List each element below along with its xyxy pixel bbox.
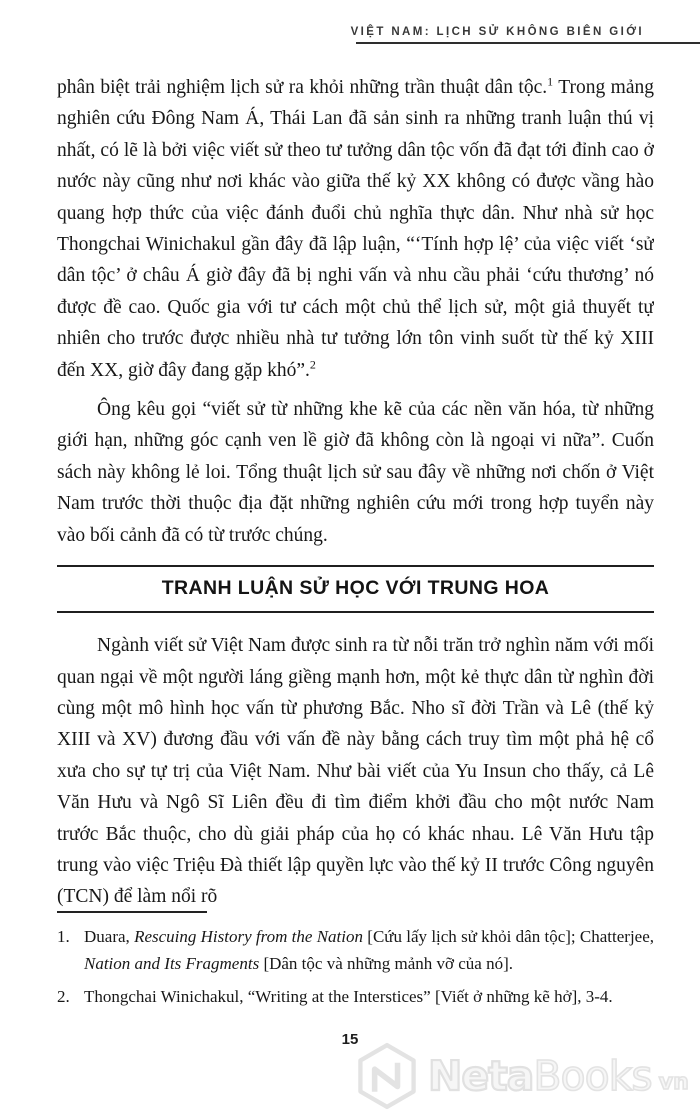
footnote-1-text — [84, 924, 654, 977]
watermark-tld: vn — [658, 1069, 689, 1095]
footnote-ref-1: 1 — [547, 74, 554, 89]
footnote-2 — [57, 984, 654, 1011]
page-number: 15 — [341, 1031, 359, 1048]
footnote-1-title-1: Rescuing History from the Nation — [134, 927, 364, 946]
footnote-1 — [57, 924, 654, 977]
netabooks-hexagon-logo-icon — [356, 1042, 418, 1110]
footnote-2-number: 2. — [57, 987, 70, 1006]
paragraph-2: Ông kêu gọi “viết sử từ những khe kẽ của các nền văn hóa, từ những giới hạn, những góc cạnh ven lề giờ đã không còn là ngoại vi nữa”. Cuốn sách này không lẻ loi. Tổng thuật lịch sử sau đây về những nơi chốn ở Việt Nam trước thời thuộc địa đặt những nghiên cứu mới trong hợp tuyển này vào bối cảnh đã có từ trước chúng. — [57, 399, 654, 546]
footnote-2-text: Thongchai Winichakul, “Writing at the Interstices” [Viết ở những kẽ hở], 3-4. — [84, 987, 613, 1006]
page-body — [57, 72, 654, 918]
section-heading-block — [57, 565, 654, 613]
watermark-brand-light: Books — [533, 1052, 652, 1100]
footnote-ref-2: 2 — [309, 357, 316, 372]
paragraph-1 — [57, 72, 654, 386]
heading-rule-bottom — [57, 611, 654, 613]
paragraph-1-text-a: phân biệt trải nghiệm lịch sử ra khỏi những trần thuật dân tộc. — [57, 77, 548, 98]
footnotes — [57, 924, 654, 1018]
footnote-1-text-a: Duara, — [84, 927, 135, 946]
netabooks-watermark — [356, 1042, 689, 1110]
footnote-1-text-b: [Cứu lấy lịch sử khỏi dân tộc]; Chatterjee, — [363, 927, 655, 946]
running-header: VIỆT NAM: LỊCH SỬ KHÔNG BIÊN GIỚI — [350, 26, 644, 38]
watermark-brand-bold: Neta — [428, 1052, 534, 1100]
footnote-1-text-c: [Dân tộc và những mảnh vỡ của nó]. — [259, 953, 513, 973]
footnote-1-title-2: Nation and Its Fragments — [84, 953, 260, 973]
footnote-separator-rule — [57, 911, 207, 913]
footnote-1-number: 1. — [57, 927, 70, 946]
section-heading: TRANH LUẬN SỬ HỌC VỚI TRUNG HOA — [161, 577, 550, 600]
header-rule — [356, 42, 700, 44]
paragraph-3: Ngành viết sử Việt Nam được sinh ra từ nỗi trăn trở nghìn năm với mối quan ngại về một người láng giềng mạnh hơn, một kẻ thực dân từ nghìn đời cùng một mô hình học vấn từ phương Bắc. Nho sĩ đời Trần và Lê (thế kỷ XIII và XV) đương đầu với vấn đề này bằng cách truy tìm một phả hệ cổ xưa cho sự tự trị của Việt Nam. Như bài viết của Yu Insun cho thấy, cả Lê Văn Hưu và Ngô Sĩ Liên đều đi tìm điểm khởi đầu cho một nước Nam trước Bắc thuộc, cho dù giải pháp của họ có khác nhau. Lê Văn Hưu tập trung vào việc Triệu Đà thiết lập quyền lực vào thế kỷ II trước Công nguyên (TCN) để làm nổi rõ — [57, 635, 654, 908]
paragraph-1-text-b: Trong mảng nghiên cứu Đông Nam Á, Thái Lan đã sản sinh ra những tranh luận thú vị nhất, có lẽ là bởi việc viết sử theo tư tưởng dân tộc vốn đã đạt tới đỉnh cao ở nước này cũng như nơi khác vào giữa thế kỷ XX không có được vầng hào quang hợp thức của việc đánh đuổi chủ nghĩa thực dân. Như nhà sử học Thongchai Winichakul gần đây đã lập luận, “‘Tính hợp lệ’ của việc viết ‘sử dân tộc’ ở châu Á giờ đây đã bị nghi vấn và nhu cầu phải ‘cứu thương’ nó được đề cao. Quốc gia với tư cách một chủ thể lịch sử, một giả thuyết tự nhiên cho trước được nhiều nhà tư tưởng lớn tôn vinh suốt từ thế kỷ XIII đến XX, giờ đây đang gặp khó”. — [57, 77, 654, 381]
